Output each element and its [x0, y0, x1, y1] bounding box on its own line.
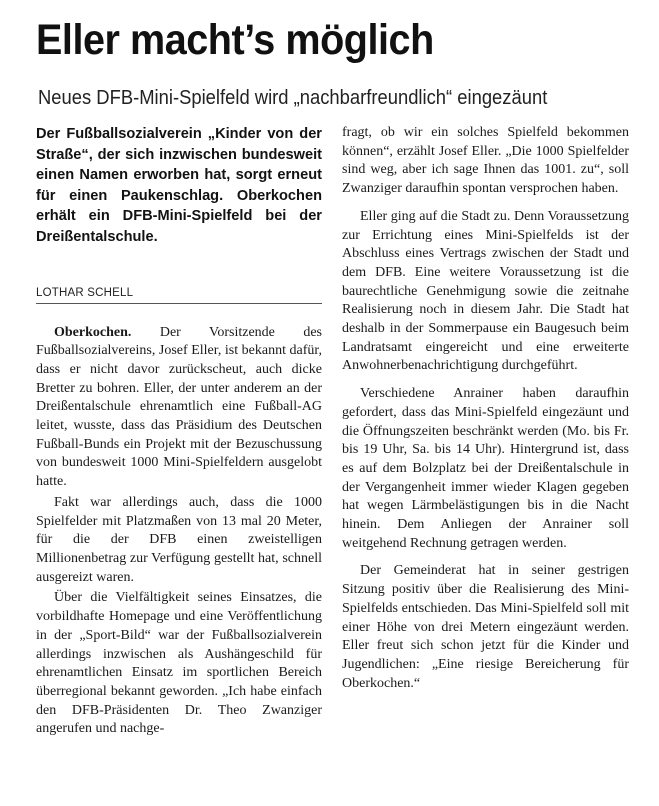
body-paragraph: fragt, ob wir ein solches Spielfeld bekommen können“, erzählt Josef Eller. „Die 1000 Spielfelder sind weg, aber ich sage Ihnen das 1001. zu“, soll Zwanziger daraufhin spontan versprochen haben.: [342, 125, 629, 197]
body-paragraph: Über die Vielfältigkeit seines Einsatzes, die vorbildhafte Homepage und eine Veröffentlichung in der „Sport-Bild“ war der Fußballsozialverein allerdings inzwischen als Aushängeschild für ehrenamtlichen Einsatz im sportlichen Bereich überregional bekannt geworden. „Ich habe einfach den DFB-Präsidenten Dr. Theo Zwanziger angerufen und nachge-: [36, 590, 322, 737]
lead-paragraph: Der Fußballsozialverein „Kinder von der Straße“, der sich inzwischen bundesweit einen Namen erworben hat, sorgt erneut für einen Paukenschlag. Oberkochen erhält ein DFB-Mini-Spielfeld bei der Dreißentalschule.: [36, 126, 322, 245]
body-paragraph: [36, 324, 322, 492]
headline: Eller macht’s möglich: [36, 16, 434, 64]
left-column: [36, 124, 322, 739]
dateline: Oberkochen.: [54, 324, 132, 340]
body-paragraph: Der Gemeinderat hat in seiner gestrigen Sitzung positiv über die Realisierung des Mini-Spielfelds entschieden. Das Mini-Spielfeld soll mit einer Höhe von drei Metern eingezäunt werden. Eller freut sich schon jetzt für die Kinder und Jugendlichen: „Eine riesige Bereicherung für Oberkochen.“: [342, 563, 629, 691]
body-paragraph: Fakt war allerdings auch, dass die 1000 Spielfelder mit Platzmaßen von 13 mal 20 Meter, für die der DFB einen zweistelligen Millionenbetrag zur Verfügung gestellt hat, schnell ausgereizt waren.: [36, 494, 322, 585]
right-column: [342, 124, 629, 693]
paragraph-text: Der Vorsitzende des Fußballsozialvereins, Josef Eller, ist bekannt dafür, dass er nicht davor zurückscheut, auch dicke Bretter zu bohren. Eller, der unter anderem an der Dreißentalschule ehrenamtlich eine Fußball-AG leitet, wusste, dass das Präsidium des Deutschen Fußball-Bunds ein Projekt mit der Bezuschussung von bundesweit 1000 Mini-Spielfeldern ausgelobt hatte.: [36, 324, 323, 490]
body-paragraph: Verschiedene Anrainer haben daraufhin gefordert, dass das Mini-Spielfeld eingezäunt und die Öffnungszeiten beschränkt werden (Mo. bis Fr. bis 19 Uhr, Sa. bis 14 Uhr). Hintergrund ist, dass es auf dem Bolzplatz bei der Dreißentalschule in der Vergangenheit immer wieder Klagen gegeben hat wegen Lärmbelästigungen bis in die Nacht hinein. Dem Anliegen der Anrainer soll weitgehend Rechnung getragen werden.: [342, 386, 629, 551]
subheadline: Neues DFB-Mini-Spielfeld wird „nachbarfreundlich“ eingezäunt: [38, 87, 548, 109]
byline: LOTHAR SCHELL: [36, 286, 322, 304]
body-paragraph: Eller ging auf die Stadt zu. Denn Voraussetzung zur Errichtung eines Mini-Spielfelds ist der Abschluss eines Vertrags zwischen der Stadt und dem DFB. Eine weitere Voraussetzung ist die baurechtliche Genehmigung sowie die zeitnahe Realisierung noch in diesem Jahr. Die Stadt hat deshalb in der Sommerpause ein Baugesuch beim Landratsamt eingereicht und eine erweiterte Anwohnerbenachrichtigung durchgeführt.: [342, 208, 629, 374]
